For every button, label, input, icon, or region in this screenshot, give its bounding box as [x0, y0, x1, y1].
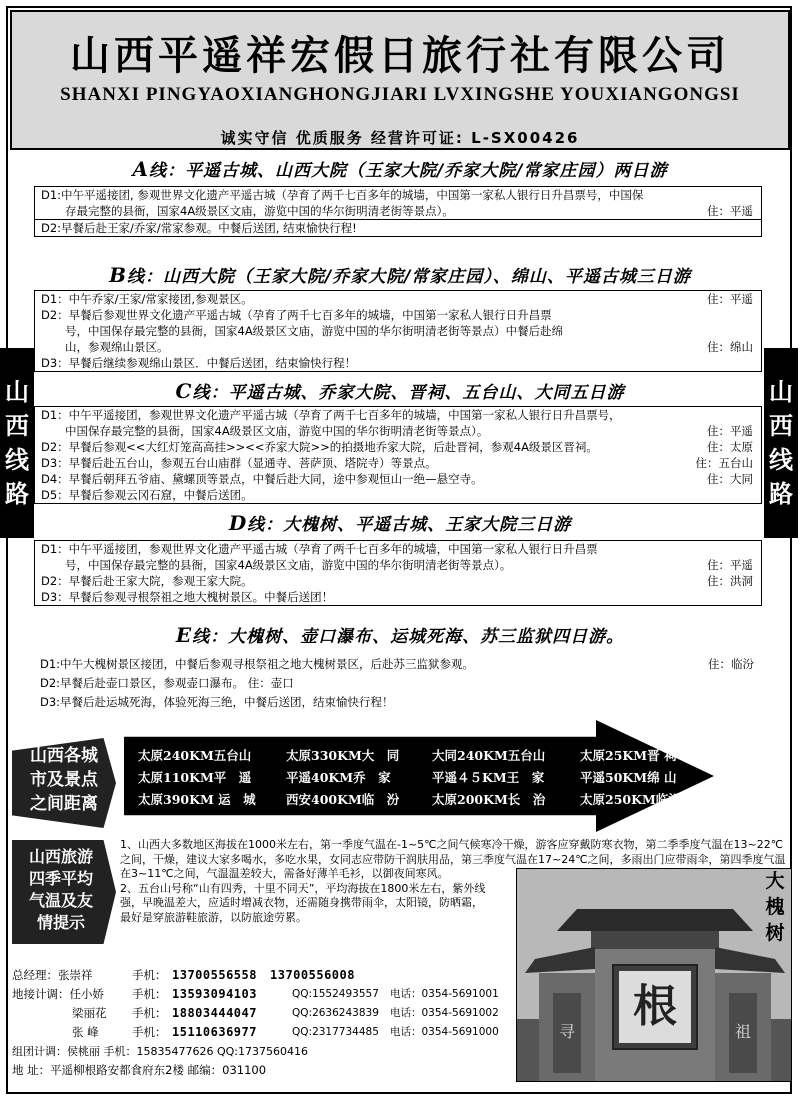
distance-item: 太原240KM五台山 [138, 748, 252, 763]
company-header [10, 10, 790, 150]
distance-item: 西安400KM临 汾 [286, 792, 400, 807]
contact-row: 总经理：张崇祥 手机： 13700556558 13700556008 [12, 968, 355, 982]
distance-grid [138, 746, 708, 809]
distance-item: 太原110KM平 遥 [138, 770, 252, 785]
route-b-day3: D3：早餐后继续参观绵山景区．中餐后送团，结束愉快行程！ [41, 356, 357, 370]
route-e-title: E线：大槐树、壶口瀑布、运城死海、苏三监狱四日游。 [175, 623, 625, 647]
tips-label: 山西旅游 四季平均 气温及友 情提示 [12, 840, 116, 944]
route-a-title: A线：平遥古城、山西大院（王家大院/乔家大院/常家庄园）两日游 [132, 157, 668, 181]
route-a-day2: D2:早餐后赴王家/乔家/常家参观。中餐后送团, 结束愉快行程! [35, 219, 761, 236]
gate-left-panel-text: 寻 [558, 1022, 576, 1041]
route-d-day3: D3：早餐后参观寻根祭祖之地大槐树景区。中餐后送团！ [41, 590, 334, 604]
address-line: 地 址：平遥柳根路安都食府东2楼 邮编：031100 [12, 1063, 267, 1077]
distance-item: 太原330KM大 同 [286, 748, 400, 763]
gate-right-panel-text: 祖 [734, 1022, 752, 1041]
route-b-day1: D1：中午乔家/王家/常家接团,参观景区。 住：平遥 [41, 292, 753, 306]
distance-item: 太原200KM长 治 [432, 792, 546, 807]
route-b-box: D1：中午乔家/王家/常家接团,参观景区。 住：平遥 D2：早餐后参观世界文化遗产平遥古城（孕育了两千七百多年的城墙，中国第一家私人银行日升昌票 号，中国保存最完整的县衙，国家4A级景区文庙，游览中国的华尔街明清老街等景点）中餐后赴绵 山，参观绵山景区。 住：绵山 D3：早餐后继续参观绵山景区．中餐后送团，结束愉快行程！ [34, 290, 762, 372]
route-b-day2: D2：早餐后参观世界文化遗产平遥古城（孕育了两千七百多年的城墙，中国第一家私人银行日升昌票 [41, 308, 552, 322]
route-c-day2: D2：早餐后参观<<大红灯笼高高挂>><<乔家大院>>的拍摄地乔家大院，后赴晋祠，参观4A级景区晋祠。 住：太原 [41, 440, 753, 454]
distance-item: 太原250KM临汾 [580, 792, 681, 807]
contact-row: 张 峰 手机： 15110636977 QQ:2317734485 电话：0354-5691000 [72, 1025, 499, 1039]
contact-row: 地接计调：任小娇 手机： 13593094103 QQ:1552493557 电话：0354-5691001 [12, 987, 499, 1001]
group-contact: 组团计调：侯桃丽 手机：15835477626 QQ:1737560416 [12, 1045, 308, 1058]
gate-sign-text: 根 [633, 981, 677, 1032]
route-c-day1: D1：中午平遥接团，参观世界文化遗产平遥古城（孕育了两千七百多年的城墙，中国第一家私人银行日升昌票号， [41, 408, 621, 422]
route-e-day1: D1:中午大槐树景区接团，中餐后参观寻根祭祖之地大槐树景区，后赴苏三监狱参观。 住：临汾 [40, 657, 754, 671]
dahuaishu-gate-photo [516, 868, 792, 1082]
side-label-left: 山 西 线 路 [0, 348, 34, 538]
route-d-day2: D2：早餐后赴王家大院，参观王家大院。 住：洪洞 [41, 574, 753, 588]
stay-label: 住：平遥 [707, 204, 753, 218]
route-b-title: B线：山西大院（王家大院/乔家大院/常家庄园）、绵山、平遥古城三日游 [109, 263, 691, 287]
route-e-day3: D3:早餐后赴运城死海，体验死海三绝，中餐后送团，结束愉快行程！ [40, 695, 394, 709]
route-d-box: D1：中午平遥接团，参观世界文化遗产平遥古城（孕育了两千七百多年的城墙，中国第一家私人银行日升昌票 号，中国保存最完整的县衙，国家4A级景区文庙，游览中国的华尔街明清老街等景点）。 住：平遥 D2：早餐后赴王家大院，参观王家大院。 住：洪洞 D3：早餐后参观寻根祭祖之地大槐树景区。中餐后送团！ [34, 540, 762, 606]
route-d-day1: D1：中午平遥接团，参观世界文化遗产平遥古城（孕育了两千七百多年的城墙，中国第一家私人银行日升昌票 [41, 542, 598, 556]
distance-item: 大同240KM五台山 [432, 748, 546, 763]
contact-row: 梁丽花 手机： 18803444047 QQ:2636243839 电话：0354-5691002 [72, 1006, 499, 1020]
slogan-license: 诚实守信 优质服务 经营许可证: L-SX00426 [220, 129, 580, 147]
tip-1: 1、山西大多数地区海拔在1000米左右，第一季度气温在-1~5℃之间气候寒冷干燥，游客应穿戴防寒衣物，第二季季度气温在13~22℃之间，干燥，建议大家多喝水，多吃水果，女同志应带防干润肤用品，第三季度气温在17~24℃之间，多雨出门应带雨伞，第四季度气温在3~11℃之间，气温温差较大，需备好薄羊毛衫，以御夜间寒风。 [120, 838, 786, 880]
route-d-title: D线：大槐树、平遥古城、王家大院三日游 [228, 511, 572, 535]
distance-item: 太原390KM 运 城 [138, 792, 256, 807]
distance-item: 平遥４５KM王 家 [432, 770, 545, 785]
side-label-right: 山 西 线 路 [764, 348, 798, 538]
company-title-en: SHANXI PINGYAOXIANGHONGJIARI LVXINGSHE YOUXIANGONGSI [60, 84, 740, 105]
route-c-day5: D5：早餐后参观云冈石窟，中餐后送团。 [41, 488, 253, 502]
company-title: 山西平遥祥宏假日旅行社有限公司 [70, 32, 730, 79]
contacts [12, 966, 522, 1080]
route-a-box: D1:中午平遥接团, 参观世界文化遗产平遥古城（孕育了两千七百多年的城墙，中国第一家私人银行日升昌票号，中国保 存最完整的县衙，国家4A级景区文庙，游览中国的华尔街明清老街等景点）。 住：平遥 D2:早餐后赴王家/乔家/常家参观。中餐后送团, 结束愉快行程! [34, 186, 762, 237]
gate-illustration [517, 869, 792, 1082]
route-e-box [34, 656, 762, 710]
distance-item: 平遥40KM乔 家 [286, 770, 391, 785]
distance-label: 山西各城 市及景点 之间距离 [12, 738, 116, 828]
distance-item: 平遥50KM绵 山 [580, 770, 677, 785]
distance-item: 太原25KM晋 祠 [580, 748, 677, 763]
tip-2: 2、五台山号称“山有四秀，十里不同天”，平均海拔在1800米左右，紫外线强，早晚温差大，应适时增减衣物，还需随身携带雨伞，太阳镜，防晒霜，最好是穿旅游鞋旅游，以防旅途劳累。 [120, 881, 486, 924]
route-a-day1: D1:中午平遥接团, 参观世界文化遗产平遥古城（孕育了两千七百多年的城墙，中国第一家私人银行日升昌票号，中国保 [41, 188, 644, 202]
photo-caption: 大槐树 [765, 870, 785, 944]
route-c-title: C线：平遥古城、乔家大院、晋祠、五台山、大同五日游 [175, 379, 625, 403]
route-c-day4: D4：早餐后朝拜五爷庙、黛螺顶等景点，中餐后赴大同，途中参观恒山一绝—悬空寺。 住：大同 [41, 472, 753, 486]
route-e-day2: D2:早餐后赴壶口景区，参观壶口瀑布。 住：壶口 [40, 676, 294, 690]
route-c-box: D1：中午平遥接团，参观世界文化遗产平遥古城（孕育了两千七百多年的城墙，中国第一家私人银行日升昌票号， 中国保存最完整的县衙，国家4A级景区文庙，游览中国的华尔街明清老街等景点）。 住：平遥 D2：早餐后参观<<大红灯笼高高挂>><<乔家大院>>的拍摄地乔家大院，后赴晋祠，参观4A级景区晋祠。 住：太原 D3：早餐后赴五台山，参观五台山庙群（显通寺、菩萨顶、塔院寺）等景点。 住：五台山 D4：早餐后朝拜五爷庙、黛螺顶等景点，中餐后赴大同，途中参观恒山一绝—悬空寺。 住：大同 D5：早餐后参观云冈石窟，中餐后送团。 [34, 406, 762, 504]
route-c-day3: D3：早餐后赴五台山，参观五台山庙群（显通寺、菩萨顶、塔院寺）等景点。 住：五台山 [41, 456, 753, 470]
